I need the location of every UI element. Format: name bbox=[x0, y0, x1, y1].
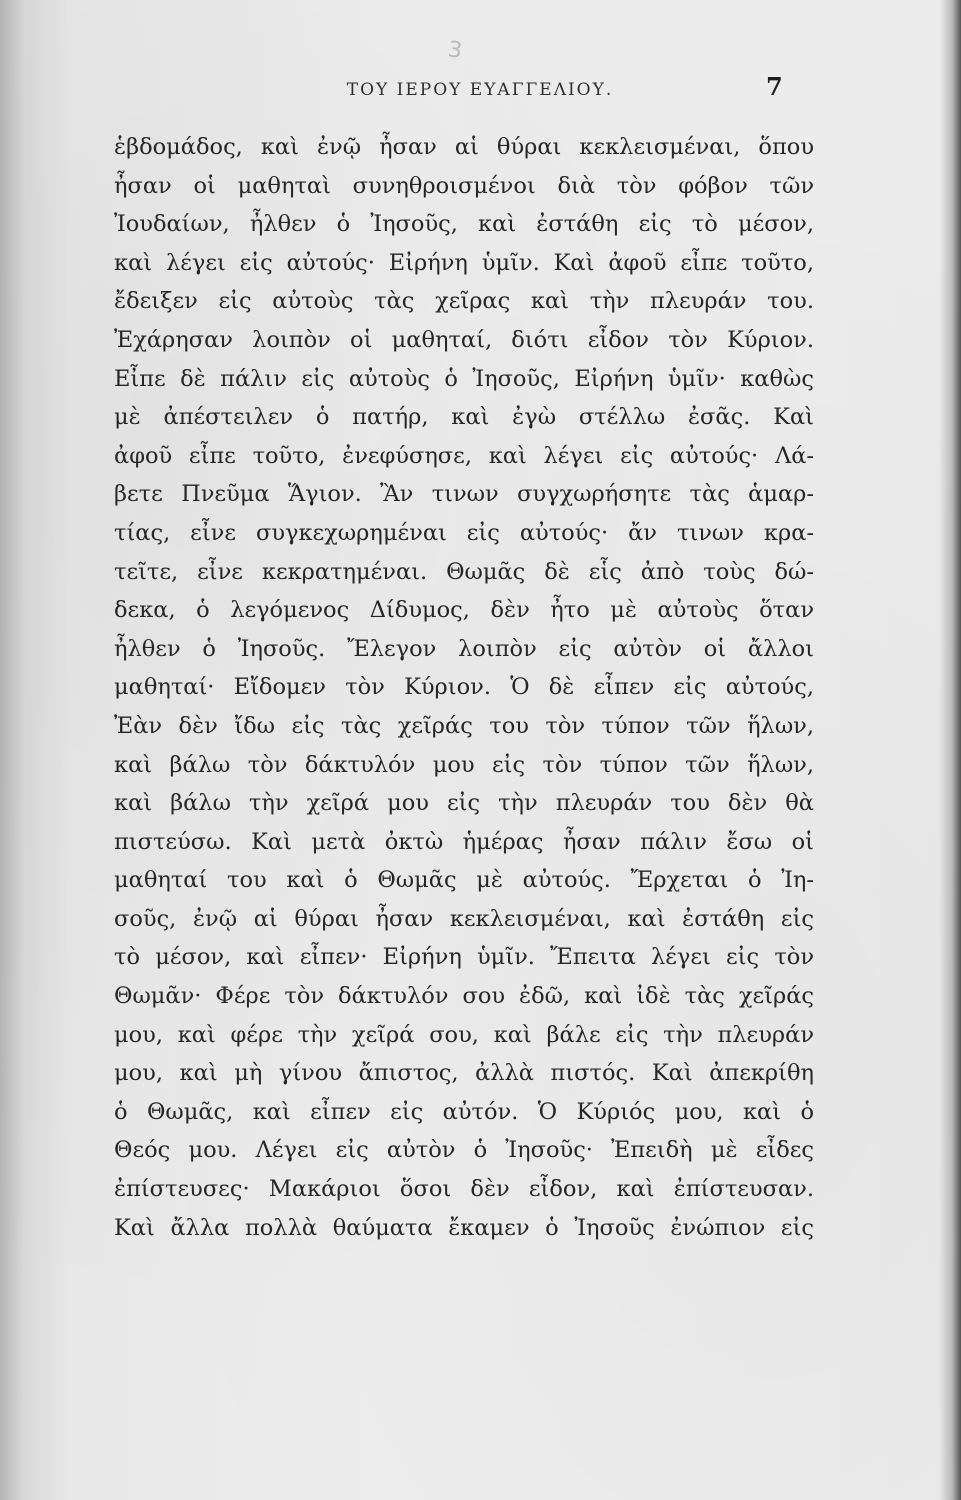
text-line: βετε Πνεῦμα Ἅγιον. Ἂν τινων συγχωρήσητε τὰς ἁμαρ- bbox=[114, 481, 814, 508]
text-line: μου, καὶ φέρε τὴν χεῖρά σου, καὶ βάλε εἰς τὴν πλευράν bbox=[114, 1021, 814, 1048]
text-line: ἐπίστευσες· Μακάριοι ὅσοι δὲν εἶδον, καὶ ἐπίστευσαν. bbox=[114, 1176, 814, 1203]
text-line: Θεός μου. Λέγει εἰς αὐτὸν ὁ Ἰησοῦς· Ἐπειδὴ μὲ εἶδες bbox=[114, 1137, 814, 1164]
text-line: Ἐὰν δὲν ἴδω εἰς τὰς χεῖράς του τὸν τύπον τῶν ἥλων, bbox=[114, 712, 814, 739]
text-line: καὶ βάλω τὴν χεῖρά μου εἰς τὴν πλευράν του δὲν θὰ bbox=[114, 790, 814, 817]
text-line: μου, καὶ μὴ γίνου ἄπιστος, ἀλλὰ πιστός. Καὶ ἀπεκρίθη bbox=[114, 1060, 814, 1087]
page-number: 7 bbox=[766, 72, 783, 101]
text-line: ἑβδομάδος, καὶ ἐνῷ ἦσαν αἱ θύραι κεκλεισμέναι, ὅπου bbox=[114, 134, 814, 160]
running-head: ΤΟΥ ΙΕΡΟΥ ΕΥΑΓΓΕΛΙΟΥ. bbox=[346, 80, 614, 100]
text-line: ἀφοῦ εἶπε τοῦτο, ἐνεφύσησε, καὶ λέγει εἰς αὐτούς· Λά- bbox=[114, 442, 814, 469]
text-line: Θωμᾶν· Φέρε τὸν δάκτυλόν σου ἐδῶ, καὶ ἰδὲ τὰς χεῖράς bbox=[114, 983, 814, 1010]
text-line: ἦλθεν ὁ Ἰησοῦς. Ἔλεγον λοιπὸν εἰς αὐτὸν οἱ ἄλλοι bbox=[114, 635, 814, 662]
text-line: καὶ λέγει εἰς αὐτούς· Εἰρήνη ὑμῖν. Καὶ ἀφοῦ εἶπε τοῦτο, bbox=[114, 249, 814, 276]
text-line: καὶ βάλω τὸν δάκτυλόν μου εἰς τὸν τύπον τῶν ἥλων, bbox=[114, 751, 814, 778]
text-line: Εἶπε δὲ πάλιν εἰς αὐτοὺς ὁ Ἰησοῦς, Εἰρήνη ὑμῖν· καθὼς bbox=[114, 365, 814, 392]
text-line: Καὶ ἄλλα πολλὰ θαύματα ἔκαμεν ὁ Ἰησοῦς ἐνώπιον εἰς bbox=[114, 1214, 814, 1241]
text-line: τεῖτε, εἶνε κεκρατημέναι. Θωμᾶς δὲ εἷς ἀπὸ τοὺς δώ- bbox=[114, 558, 814, 585]
body-text bbox=[114, 128, 814, 1247]
text-line: τίας, εἶνε συγκεχωρημέναι εἰς αὐτούς· ἄν τινων κρα- bbox=[114, 519, 814, 546]
text-line: τὸ μέσον, καὶ εἶπεν· Εἰρήνη ὑμῖν. Ἔπειτα λέγει εἰς τὸν bbox=[114, 944, 814, 971]
text-line: ἔδειξεν εἰς αὐτοὺς τὰς χεῖρας καὶ τὴν πλευράν του. bbox=[114, 288, 814, 315]
text-line: δεκα, ὁ λεγόμενος Δίδυμος, δὲν ἦτο μὲ αὐτοὺς ὅταν bbox=[114, 597, 814, 624]
text-line: Ἐχάρησαν λοιπὸν οἱ μαθηταί, διότι εἶδον τὸν Κύριον. bbox=[114, 326, 814, 353]
text-line: μαθηταί· Εἴδομεν τὸν Κύριον. Ὁ δὲ εἶπεν εἰς αὐτούς, bbox=[114, 674, 814, 701]
pencil-page-mark: 3 bbox=[446, 37, 464, 64]
text-line: ἦσαν οἱ μαθηταὶ συνηθροισμένοι διὰ τὸν φόβον τῶν bbox=[114, 172, 814, 199]
text-line: μαθηταί του καὶ ὁ Θωμᾶς μὲ αὐτούς. Ἔρχεται ὁ Ἰη- bbox=[114, 867, 814, 894]
text-line: μὲ ἀπέστειλεν ὁ πατήρ, καὶ ἐγὼ στέλλω ἐσᾶς. Καὶ bbox=[114, 404, 814, 431]
text-line: Ἰουδαίων, ἦλθεν ὁ Ἰησοῦς, καὶ ἐστάθη εἰς τὸ μέσον, bbox=[114, 211, 814, 238]
text-line: σοῦς, ἐνῷ αἱ θύραι ἦσαν κεκλεισμέναι, καὶ ἐστάθη εἰς bbox=[114, 905, 814, 932]
text-line: ὁ Θωμᾶς, καὶ εἶπεν εἰς αὐτόν. Ὁ Κύριός μου, καὶ ὁ bbox=[114, 1098, 814, 1125]
text-line: πιστεύσω. Καὶ μετὰ ὀκτὼ ἡμέρας ἦσαν πάλιν ἔσω οἱ bbox=[114, 828, 814, 855]
